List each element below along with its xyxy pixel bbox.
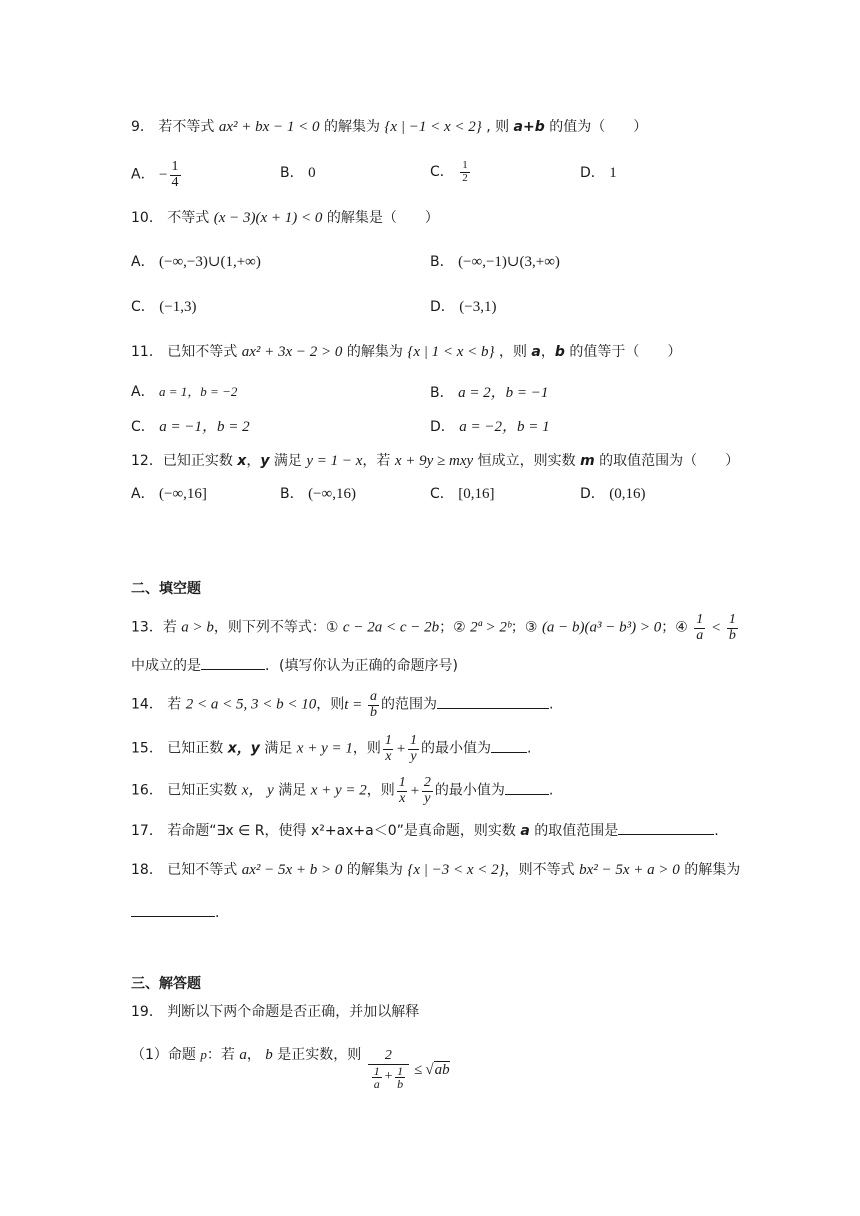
- q13-answer-blank[interactable]: [201, 657, 265, 670]
- q18-tail: 的解集为: [684, 862, 741, 878]
- q15-vars: x，y: [227, 740, 260, 757]
- q9-tail: 的值为（ ）: [549, 119, 648, 135]
- option-label: C．: [131, 299, 155, 315]
- q13-sep: ；: [661, 619, 676, 636]
- option-value: (−∞,16): [308, 486, 356, 502]
- q16-vars: x， y: [241, 782, 274, 799]
- q16-mid2: ，则: [366, 782, 395, 799]
- q9-pre: 若不等式: [158, 119, 215, 135]
- q11-set: {x | 1 < x < b}: [407, 344, 495, 360]
- q18-number: 18．: [131, 862, 163, 878]
- option-value: (0,16): [609, 486, 646, 502]
- q12-pre: 已知正实数: [162, 453, 233, 469]
- q17-answer-blank[interactable]: [618, 822, 714, 835]
- q17-stem: [131, 822, 719, 840]
- option-label: D．: [430, 299, 455, 315]
- option-value: a = 2，b = −1: [458, 385, 549, 401]
- q11-post: ，则: [498, 344, 527, 360]
- option-value: 0: [308, 165, 316, 181]
- q19-expr: 2 $\frac{1}{a}$ + $\frac{1}{b}$ ≤ √ab: [366, 1049, 450, 1091]
- q13-pre: 若: [162, 619, 177, 636]
- q14-answer-blank[interactable]: [437, 696, 549, 709]
- q9-set: {x | −1 < x < 2}: [384, 119, 482, 135]
- q14-expr: t = $\frac{a}{b}$: [344, 689, 378, 720]
- option-label: A．: [131, 254, 155, 270]
- q12-mid3: 恒成立，则实数: [477, 453, 576, 469]
- option-label: B．: [430, 385, 454, 401]
- q10-option-d[interactable]: [430, 298, 496, 316]
- q14-number: 14．: [131, 696, 163, 713]
- q18-line2: [131, 904, 219, 922]
- option-label: C．: [430, 164, 454, 181]
- q14-end: .: [549, 696, 554, 713]
- q15-answer-blank[interactable]: [491, 740, 527, 753]
- q13-number: 13．: [131, 619, 163, 636]
- q15-pre: 已知正数: [167, 740, 224, 757]
- q15-tail: 的最小值为: [420, 740, 491, 757]
- q18-inequality-1: ax² − 5x + b > 0: [241, 862, 343, 878]
- q15-mid2: ，则: [352, 740, 381, 757]
- q11-var-b: b: [554, 344, 565, 360]
- option-label: D．: [580, 486, 605, 502]
- q14-condition: 2 < a < 5, 3 < b < 10: [185, 696, 317, 713]
- q13-line2b: ．(填写你认为正确的命题序号): [265, 658, 458, 674]
- q13-circle-2: ②: [453, 619, 466, 636]
- q13-sep: ；: [439, 619, 454, 636]
- q18-answer-blank[interactable]: [131, 904, 215, 917]
- q10-number: 10．: [131, 210, 163, 226]
- q12-var-x: x: [237, 453, 247, 469]
- q19-part1-tail: 是正实数，则: [277, 1047, 362, 1063]
- q16-expr: $\frac{1}{x}$ + $\frac{2}{y}$: [398, 775, 431, 806]
- q13-circle-3: ③: [524, 619, 538, 636]
- q15-mid: 满足: [264, 740, 293, 757]
- option-label: B．: [280, 486, 304, 502]
- q13-sep: ；: [510, 619, 525, 636]
- q13-circle-1: ①: [325, 619, 339, 636]
- q18-set: {x | −3 < x < 2}: [407, 862, 505, 878]
- q11-option-d[interactable]: [430, 418, 550, 436]
- q10-pre: 不等式: [167, 210, 210, 226]
- q19-sep: ，: [246, 1047, 261, 1063]
- option-label: A．: [131, 486, 155, 502]
- option-label: B．: [280, 165, 304, 181]
- q14-stem: [131, 690, 553, 720]
- q19-var-p: p: [200, 1047, 207, 1062]
- q16-mid: 满足: [278, 782, 307, 799]
- q19-var-a: a: [239, 1047, 247, 1063]
- option-value: a = −1，b = 2: [159, 419, 250, 435]
- q11-stem: [131, 343, 681, 361]
- q18-mid2: ，则不等式: [504, 862, 575, 878]
- q18-pre: 已知不等式: [167, 862, 238, 878]
- q12-condition: y = 1 − x: [306, 453, 363, 469]
- option-label: D．: [580, 165, 605, 181]
- q19-var-b: b: [265, 1047, 273, 1063]
- option-value: [0,16]: [458, 486, 495, 502]
- q10-option-a[interactable]: [131, 253, 261, 271]
- q14-pre: 若: [167, 696, 182, 713]
- q9-option-c[interactable]: [430, 160, 472, 184]
- q11-tail: 的值等于（ ）: [569, 344, 682, 360]
- q10-tail: 的解集是（ ）: [326, 210, 439, 226]
- q10-inequality: (x − 3)(x + 1) < 0: [213, 210, 323, 226]
- q17-var-a: a: [520, 823, 530, 839]
- option-value: (−∞,16]: [159, 486, 207, 502]
- q9-mid: 的解集为: [323, 119, 380, 135]
- q11-mid: 的解集为: [346, 344, 403, 360]
- q9-stem: [131, 118, 647, 136]
- q13-expr-2: 2ª > 2ᵇ: [470, 619, 511, 636]
- q17-number: 17．: [131, 823, 163, 839]
- q17-end: .: [714, 823, 719, 839]
- q19-number: 19．: [131, 1004, 163, 1020]
- q9-inequality: ax² + bx − 1 < 0: [218, 119, 320, 135]
- option-value: − $\frac{1}{4}$: [159, 159, 179, 190]
- q13-mid: ，则下列不等式：: [213, 619, 326, 636]
- option-value: (−∞,−3)∪(1,+∞): [159, 254, 261, 270]
- q13-condition: a > b: [181, 619, 214, 636]
- q18-inequality-2: bx² − 5x + a > 0: [579, 862, 680, 878]
- q19-text: 判断以下两个命题是否正确，并加以解释: [167, 1004, 420, 1020]
- q12-sep: ，: [246, 453, 261, 469]
- q15-condition: x + y = 1: [296, 740, 353, 757]
- option-value: a = 1，b = −2: [159, 384, 238, 399]
- section-heading-fill-in: 二、填空题: [131, 581, 201, 597]
- q11-option-c[interactable]: [131, 418, 250, 436]
- q12-var-m: m: [580, 453, 595, 469]
- q12-mid2: ，若: [362, 453, 391, 469]
- q18-stem: [131, 861, 740, 879]
- section-heading-solutions: 三、解答题: [131, 976, 201, 992]
- option-label: A．: [131, 166, 155, 183]
- q10-option-b[interactable]: [430, 253, 560, 271]
- q9-post: , 则: [486, 119, 510, 135]
- q16-pre: 已知正实数: [167, 782, 238, 799]
- q9-option-d[interactable]: [580, 164, 617, 182]
- q11-sep: ，: [540, 344, 555, 360]
- q13-line2: [131, 657, 458, 675]
- option-value: 1: [609, 165, 617, 181]
- option-value: (−3,1): [459, 299, 497, 315]
- q9-option-b[interactable]: [280, 164, 316, 182]
- q15-number: 15．: [131, 740, 163, 757]
- q11-pre: 已知不等式: [167, 344, 238, 360]
- option-label: C．: [131, 419, 155, 435]
- option-label: A．: [131, 384, 155, 400]
- q13-expr-1: c − 2a < c − 2b: [342, 619, 440, 636]
- q11-option-a[interactable]: [131, 384, 237, 401]
- q16-answer-blank[interactable]: [505, 782, 549, 795]
- q10-option-c[interactable]: [131, 298, 196, 316]
- q13-expr-4: $\frac{1}{a}$ < $\frac{1}{b}$: [696, 612, 736, 643]
- q11-inequality: ax² + 3x − 2 > 0: [241, 344, 343, 360]
- q12-option-a[interactable]: [131, 485, 207, 503]
- q12-option-b[interactable]: [280, 485, 356, 503]
- q13-circle-4: ④: [675, 619, 688, 636]
- q13-stem: [131, 613, 740, 643]
- option-label: D．: [430, 419, 455, 435]
- q19-stem: [131, 1004, 419, 1021]
- option-value: $\frac{1}{2}$: [462, 159, 468, 184]
- q14-tail: 的范围为: [381, 696, 438, 713]
- q12-var-y: y: [260, 453, 270, 469]
- q16-stem: [131, 776, 553, 806]
- q12-tail: 的取值范围为（ ）: [599, 453, 740, 469]
- q13-expr-3: (a − b)(a³ − b³) > 0: [541, 619, 662, 636]
- q9-expr: a+b: [513, 119, 545, 135]
- q19-part1-mid: ：若: [206, 1047, 235, 1063]
- q15-stem: [131, 734, 531, 764]
- option-value: (−∞,−1)∪(3,+∞): [458, 254, 560, 270]
- q18-mid: 的解集为: [346, 862, 403, 878]
- q9-number: 9．: [131, 119, 154, 135]
- option-value: a = −2，b = 1: [459, 419, 550, 435]
- q12-number: 12．: [131, 453, 163, 469]
- q16-end: .: [548, 782, 554, 799]
- q12-option-c[interactable]: [430, 485, 494, 503]
- q11-number: 11．: [131, 344, 163, 360]
- q12-inequality: x + 9y ≥ mxy: [394, 453, 474, 469]
- q11-var-a: a: [531, 344, 541, 360]
- q14-mid: ，则: [316, 696, 345, 713]
- q15-expr: $\frac{1}{x}$ + $\frac{1}{y}$: [384, 733, 417, 764]
- q16-condition: x + y = 2: [310, 782, 367, 799]
- q12-option-d[interactable]: [580, 485, 645, 503]
- q18-end: .: [215, 905, 220, 921]
- option-label: C．: [430, 486, 454, 502]
- q11-option-b[interactable]: [430, 384, 548, 402]
- q15-end: .: [526, 740, 532, 757]
- q17-text2: 的取值范围是: [534, 823, 619, 839]
- q9-option-a[interactable]: [131, 160, 183, 190]
- q17-text1: 若命题“∃x ∈ R，使得 x²+ax+a＜0”是真命题，则实数: [167, 823, 516, 839]
- q19-part1-label: （1）命题: [131, 1047, 196, 1063]
- option-label: B．: [430, 254, 454, 270]
- q10-stem: [131, 209, 439, 227]
- q16-number: 16．: [131, 782, 163, 799]
- q16-tail: 的最小值为: [434, 782, 505, 799]
- q12-mid1: 满足: [273, 453, 302, 469]
- option-value: (−1,3): [159, 299, 197, 315]
- q12-stem: [131, 452, 739, 470]
- q13-line2a: 中成立的是: [131, 658, 201, 674]
- q19-part1: [131, 1046, 450, 1091]
